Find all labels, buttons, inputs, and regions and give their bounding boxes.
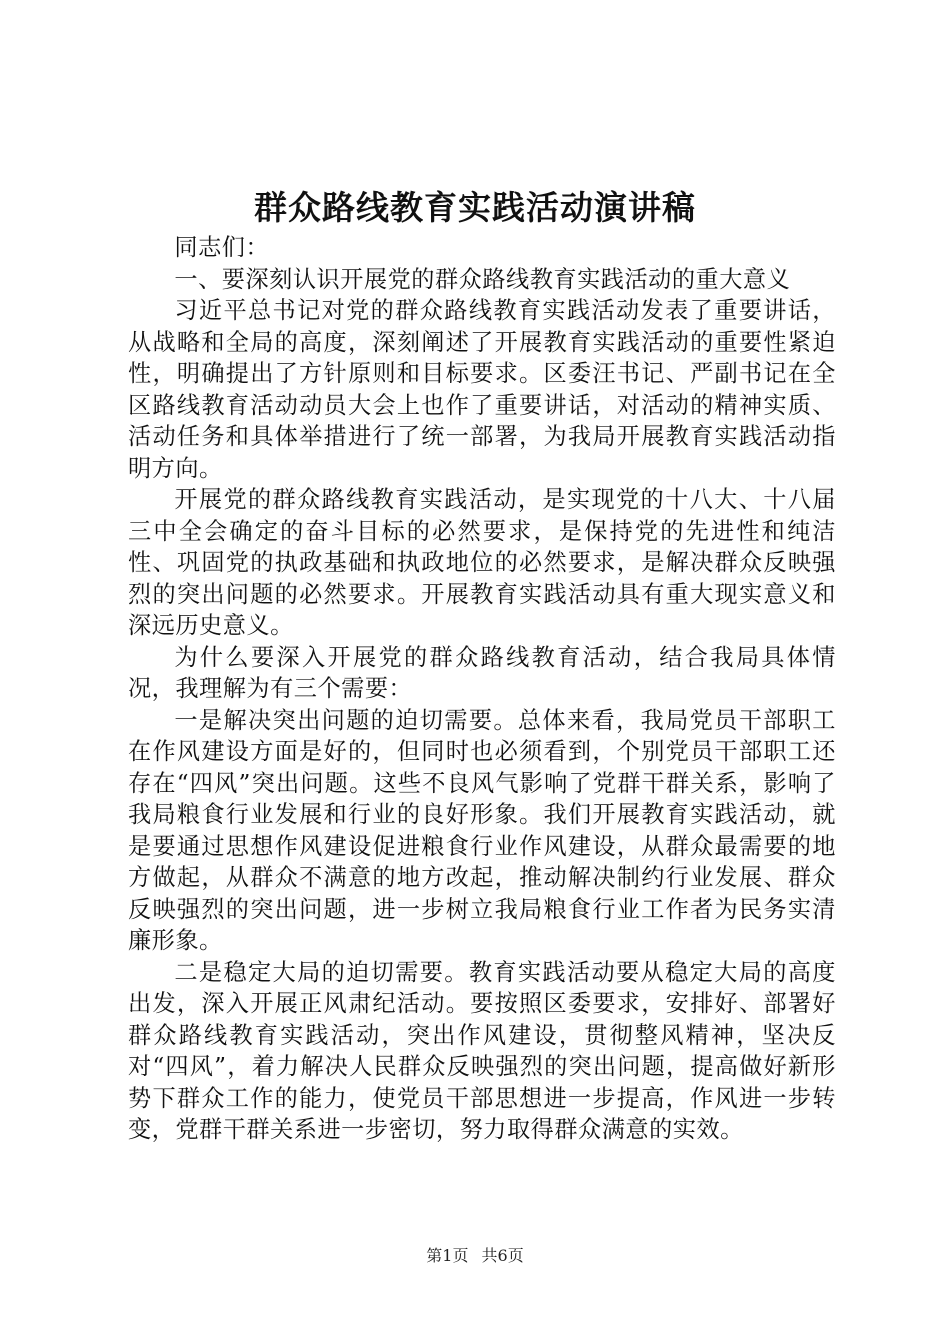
body-paragraph: 一是解决突出问题的迫切需要。总体来看，我局党员干部职工在作风建设方面是好的，但同时也必须看到，个别党员干部职工还存在“四风”突出问题。这些不良风气影响了党群干群关系，影响了我局粮食行业发展和行业的良好形象。我们开展教育实践活动，就是要通过思想作风建设促进粮食行业作风建设，从群众最需要的地方做起，从群众不满意的地方改起，推动解决制约行业发展、群众反映强烈的突出问题，进一步树立我局粮食行业工作者为民务实清廉形象。 [128,706,836,954]
section-heading: 一、要深刻认识开展党的群众路线教育实践活动的重大意义 [174,265,791,293]
greeting-paragraph: 同志们： [174,234,270,261]
page-footer [0,1244,950,1268]
body-paragraph: 二是稳定大局的迫切需要。教育实践活动要从稳定大局的高度出发，深入开展正风肃纪活动。要按照区委要求，安排好、部署好群众路线教育实践活动，突出作风建设，贯彻整风精神，坚决反对“四风”，着力解决人民群众反映强烈的突出问题，提高做好新形势下群众工作的能力，使党员干部思想进一步提高，作风进一步转变，党群干群关系进一步密切，努力取得群众满意的实效。 [128,958,836,1143]
body-paragraph: 开展党的群众路线教育实践活动，是实现党的十八大、十八届三中全会确定的奋斗目标的必然要求，是保持党的先进性和纯洁性、巩固党的执政基础和执政地位的必然要求，是解决群众反映强烈的突出问题的必然要求。开展教育实践活动具有重大现实意义和深远历史意义。 [128,486,836,639]
page-number: 第1页 [426,1246,469,1265]
page-total: 共6页 [481,1246,524,1265]
document-body [128,232,836,1146]
body-paragraph: 为什么要深入开展党的群众路线教育活动，结合我局具体情况，我理解为有三个需要： [128,643,836,702]
body-paragraph: 习近平总书记对党的群众路线教育实践活动发表了重要讲话，从战略和全局的高度，深刻阐述了开展教育实践活动的重要性紧迫性，明确提出了方针原则和目标要求。区委汪书记、严副书记在全区路线教育活动动员大会上也作了重要讲话，对活动的精神实质、活动任务和具体举措进行了统一部署，为我局开展教育实践活动指明方向。 [128,297,836,482]
document-title: 群众路线教育实践活动演讲稿 [254,188,696,227]
